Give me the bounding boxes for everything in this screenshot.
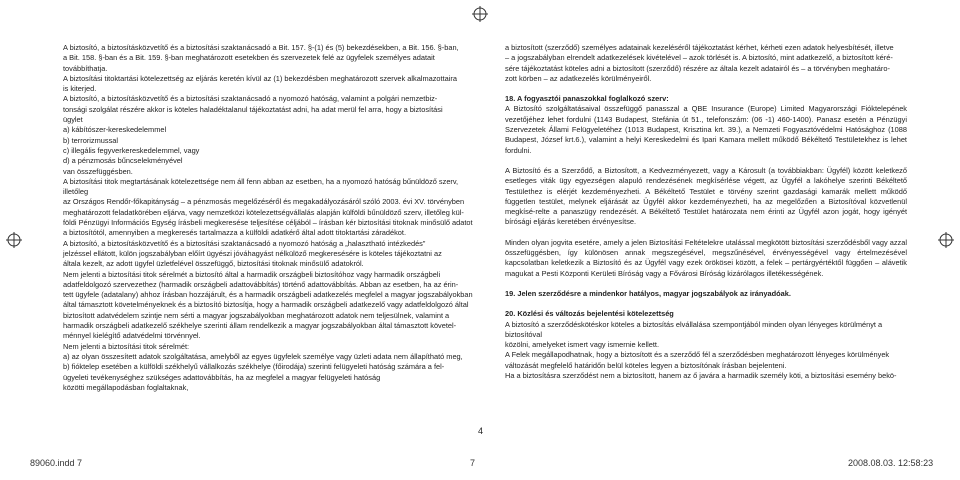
- section-20-body: [505, 320, 907, 382]
- left-text-column: [63, 43, 473, 393]
- left-column-line: is kiterjed.: [63, 84, 97, 94]
- left-column-line: ménnyel kielégítő adatvédelmi törvénnyel.: [63, 331, 201, 341]
- left-column-line: biztosított adatvédelem szintje nem sérti a magyar jogszabályokban meghatározott adatok nem teljesülnek, valamint a: [63, 310, 450, 320]
- left-column-line: Nem jelenti a biztosítási titok sérelmét:: [63, 341, 190, 351]
- left-column-line: d) a pénzmosás bűncselekményével: [63, 156, 183, 166]
- section-18-paragraph-1: A Biztosító szolgáltatásaival összefüggő panasszal a QBE Insurance (Europe) Limited Magyarországi Fióktelepének vezetőjéhez lehet fordulni (1143 Budapest, Stefánia út 51., telefonszám: (06 -1) 460-1400). Panasz esetén a Pénzügyi Szervezetek Állami Felügyeletéhez (1013 Budapest, Krisztina krt. 39.), a Nemzeti Fogyasztóvédelmi Hatósághoz (1088 Budapest, József krt.6.), valamint a helyi Kereskedelmi és Ipari Kamara mellett működő Békéltető Testületekhez is lehet fordulni.: [505, 104, 907, 155]
- right-intro-line: a biztosított (szerződő) személyes adatainak kezeléséről tájékoztatást kérhet, kérheti ezen adatok helyesbítését, illetve: [505, 43, 894, 52]
- registration-mark-icon: [6, 232, 22, 248]
- right-intro-paragraph: [505, 43, 907, 84]
- left-column-line: közötti megállapodásban foglaltaknak,: [63, 382, 189, 392]
- right-intro-line: zott körben – az adatkezelés körülményeiről.: [505, 73, 652, 83]
- section-19-heading: 19. Jelen szerződésre a mindenkor hatályos, magyar jogszabályok az irányadóak.: [505, 288, 791, 298]
- section-18-paragraph-2: A Biztosító és a Szerződő, a Biztosított, a Kedvezményezett, vagy a Károsult (a továbbiakban: Ügyfél) között keletkező esetleges viták ügy egyezségen alapuló rendezésének megkísérlése végett, az Ügyfél a lakóhelye szerinti Békéltető Testülethez is elérjét kezdeményezheti. A Békéltető Testület e törvény szerint gazdasági kamarák mellett működő független testület, melynek eljárását az Ügyfél akkor kezdeményezheti, ha az megelőzően a Biztosítóval közvetlenül megkísé-relte a panaszügy rendezését. A Békéltető Testület határozata nem érinti az Ügyfél azon jogát, hogy igényét bírósági eljárás keretében érvényesítse.: [505, 165, 907, 227]
- left-column-line: a) az olyan összesített adatok szolgáltatása, amelyből az egyes ügyfelek személye vagy üzleti adata nem állapítható meg,: [63, 351, 463, 361]
- left-column-line: tonsági szolgálat részére akkor is köteles haladéktalanul tájékoztatást adni, ha adat merül fel arra, hogy a biztosítási: [63, 104, 443, 114]
- page-number: 4: [478, 426, 484, 436]
- right-intro-line: sére tájékoztatást köteles adni a biztosított (szerződő) részére az általa kezelt adatairól és – a törvényben meghatáro-: [505, 63, 890, 73]
- left-column-line: b) terrorizmussal: [63, 135, 119, 145]
- section-20-line: változását megfelelő határidőn belül köteles legyen a biztosítónak írásban bejelenteni.: [505, 360, 787, 370]
- left-column-line: A biztosító, a biztosításközvetítő és a biztosítási szaktanácsadó a nyomozó hatóság, valamint a polgári nemzetbiz-: [63, 94, 438, 104]
- left-column-line: ügyeleti tevékenységhez szükséges adattovábbítás, ha az megfelel a magyar felügyeleti hatóság: [63, 372, 381, 382]
- left-column-line: Nem jelenti a biztosítási titok sérelmét a biztosító által a harmadik országbeli biztosítóhoz vagy harmadik országbeli: [63, 269, 441, 279]
- left-column-line: a) kábítószer-kereskedelemmel: [63, 125, 167, 135]
- footer-filename: 89060.indd 7: [30, 458, 83, 468]
- right-text-column: [505, 43, 907, 381]
- left-column-line: A biztosítási titoktartási kötelezettség az eljárás keretén kívül az (1) bekezdésben meghatározott szervek alkalmazottaira: [63, 73, 457, 83]
- section-20-line: közölni, amelyeket ismert vagy ismernie kellett.: [505, 340, 660, 350]
- left-column-line: ügylet: [63, 115, 83, 125]
- section-18-heading: 18. A fogyasztói panaszokkal foglalkozó szerv:: [505, 94, 669, 104]
- section-18-paragraph-3: Minden olyan jogvita esetére, amely a jelen Biztosítási Feltételekre utalással megkötött biztosítási szerződésből vagy azzal összefüggésben, így különösen annak megszegésével, megszűnésével, érvényességével vagy értelmezésével kapcsolatban keletkezik a Biztosító és az Ügyfél vagy ezek örökösei között, a felek – pertárgyértéktől függően – alávetik magukat a Pesti Központi Kerületi Bíróság vagy a Fővárosi Bíróság kizárólagos illetékességének.: [505, 237, 907, 278]
- left-column-line: a Bit. 158. §-ban és a Bit. 159. §-ban meghatározott esetekben és szervezetek felé az ügyfelek személyes adatait: [63, 53, 435, 63]
- left-column-line: A biztosító, a biztosításközvetítő és a biztosítási szaktanácsadó a nyomozó hatóság a „halasztható intézkedés”: [63, 238, 426, 248]
- left-column-line: továbbíthatja.: [63, 63, 108, 73]
- registration-mark-icon: [938, 232, 954, 248]
- left-column-line: harmadik országbeli adatkezelő székhelye szerinti állam rendelkezik a magyar jogszabályokban által támasztott követel-: [63, 321, 457, 331]
- left-column-line: A biztosítási titok megtartásának kötelezettsége nem áll fenn abban az esetben, ha a nyomozó hatóság bűnüldöző szerv, illetőleg: [63, 176, 459, 197]
- section-20-line: A biztosító a szerződéskötéskor köteles a biztosítás elvállalása szempontjából minden olyan lényeges körülményt a biztosítóval: [505, 319, 883, 339]
- right-intro-line: – a jogszabályban elrendelt adatkezelések kivételével – azok törlését is. A biztosító, mint adatkezelő, a biztosított kéré-: [505, 53, 893, 63]
- left-column-line: jelzéssel ellátott, külön jogszabályban előírt ügyészi jóváhagyást nélkülöző megkeresésére is köteles tájékoztatni az: [63, 248, 442, 258]
- left-column-line: tett ügyfele (adatalany) ahhoz írásban hozzájárult, és a harmadik országbeli adatkezelés megfelel a magyar jogszabályokban: [63, 290, 473, 300]
- left-column-line: c) illegális fegyverkereskedelemmel, vagy: [63, 145, 200, 155]
- left-column-line: által támasztott követelményeknek és a biztosító biztosítja, hogy a harmadik országbeli adatkezelő vagy adatfeldolgozó által: [63, 300, 469, 310]
- section-20-line: Ha a biztosításra szerződést nem a biztosított, hanem az ő javára a harmadik személy köti, a biztosítási esemény bekö-: [505, 371, 897, 381]
- footer-page: 7: [470, 458, 476, 468]
- registration-mark-icon: [472, 6, 488, 22]
- left-column-line: b) fióktelep esetében a külföldi székhelyű vállalkozás székhelye (főirodája) szerinti felügyeleti hatóság számára a fel-: [63, 362, 445, 372]
- footer-timestamp: 2008.08.03. 12:58:23: [848, 458, 934, 468]
- left-column-line: általa kezelt, az adott ügyfel üzletfelével összefüggő, biztosítási titoknak minősülő adatokról.: [63, 259, 364, 269]
- left-column-line: adatfeldolgozó szervezethez (harmadik országbeli adattovábbítás) történő adattovábbítás. Abban az esetben, ha az érin-: [63, 279, 459, 289]
- left-column-line: az Országos Rendőr-főkapitányság – a pénzmosás megelőzéséről és megakadályozásáról szóló 2003. évi XV. törvényben: [63, 197, 465, 207]
- left-column-line: a biztosítótól, amennyiben a megkeresés tartalmazza a külföldi adatkérő által adott titoktartási záradékot.: [63, 228, 407, 238]
- left-column-line: meghatározott feladatkörében eljárva, vagy nemzetközi kötelezettségvállalás alapján külföldi bűnüldöző szerv, illetőleg kül-: [63, 207, 464, 217]
- section-20-line: A Felek megállapodhatnak, hogy a biztosított és a szerződő fél a szerződésben meghatározott lényeges körülmények: [505, 350, 890, 360]
- section-20-heading: 20. Közlési és változás bejelentési kötelezettség: [505, 309, 674, 319]
- left-column-line: van összefüggésben.: [63, 166, 133, 176]
- left-column-line: földi Pénzügyi Információs Egység írásbeli megkeresése teljesítése céljából – írásban kér biztosítási titoknak minősülő adatot: [63, 218, 473, 228]
- left-column-line: A biztosító, a biztosításközvetítő és a biztosítási szaktanácsadó a Bit. 157. §-(1) és (5) bekezdésekben, a Bit. 156. §-ban,: [63, 43, 459, 52]
